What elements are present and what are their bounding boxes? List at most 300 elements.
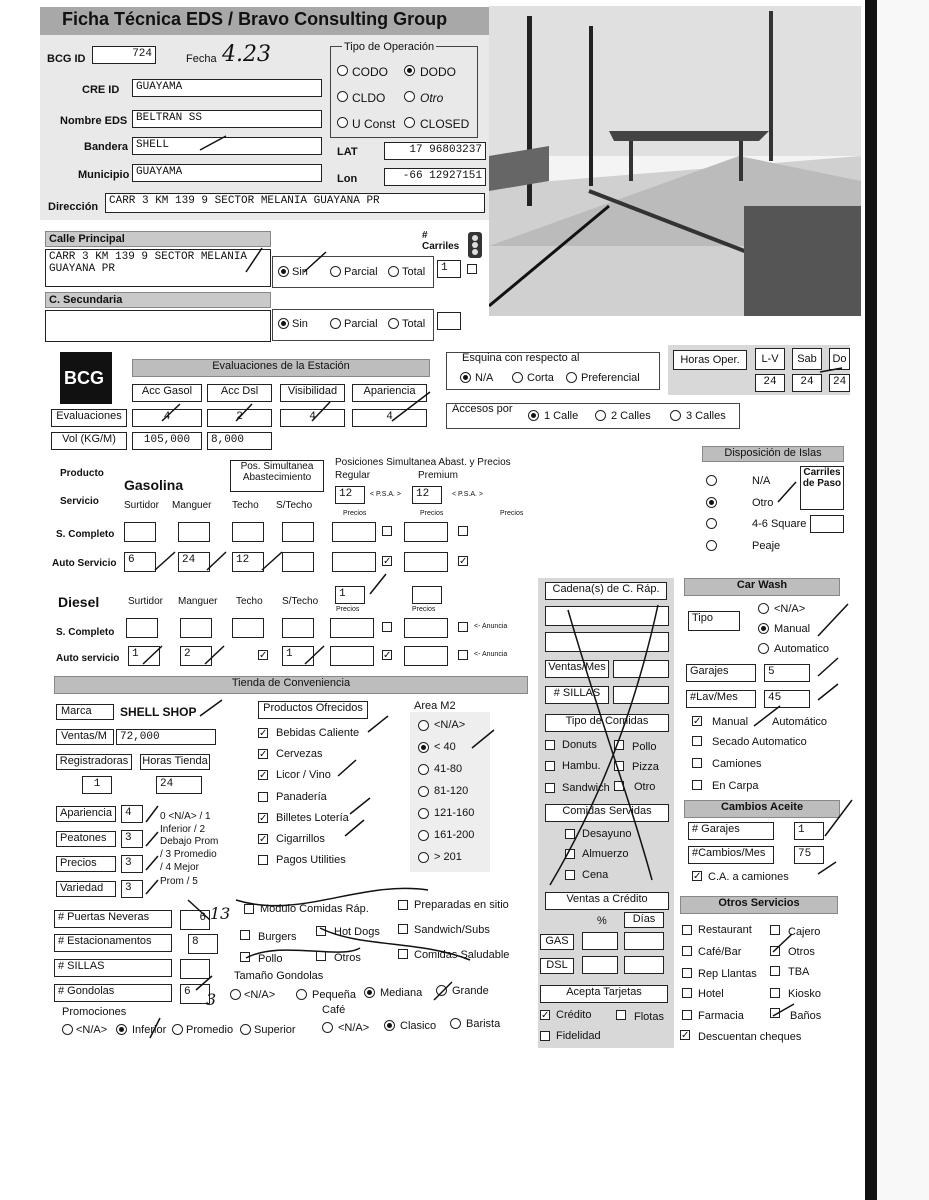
horas-tienda-label: Horas Tienda bbox=[140, 754, 210, 770]
variedad-label: Variedad bbox=[56, 881, 116, 897]
premium-label: Premium bbox=[418, 470, 459, 481]
chk-ca-camiones[interactable]: ✓ bbox=[693, 871, 702, 882]
lav-mes-field[interactable]: 45 bbox=[764, 690, 810, 708]
horas-tienda-field[interactable]: 24 bbox=[156, 776, 202, 794]
aceite-title: Cambios Aceite bbox=[684, 800, 840, 818]
radio-promo-na[interactable] bbox=[62, 1024, 73, 1035]
gas-completo-precio-prem[interactable] bbox=[404, 522, 448, 542]
disposicion-title: Disposición de Islas bbox=[702, 446, 844, 462]
radio-dodo[interactable] bbox=[404, 65, 415, 76]
puertas-label: # Puertas Neveras bbox=[54, 910, 172, 928]
sillas-field[interactable] bbox=[180, 959, 210, 979]
radio-principal-sin[interactable] bbox=[278, 266, 289, 277]
radio-esquina-pref[interactable] bbox=[566, 372, 577, 383]
calle-principal-label: Calle Principal bbox=[49, 233, 125, 245]
area-120-label: 81-120 bbox=[434, 785, 469, 797]
radio-otro[interactable] bbox=[404, 91, 415, 102]
chk-modulo[interactable] bbox=[244, 904, 254, 914]
scale-1: 0 <N/A> / 1 bbox=[160, 811, 211, 822]
eval-visibilidad[interactable]: 4 bbox=[280, 409, 345, 427]
chk-tba[interactable] bbox=[770, 966, 780, 976]
gas-completo-reg-check[interactable] bbox=[382, 526, 392, 536]
lon-label: Lon bbox=[337, 173, 358, 185]
dsl-completo-techo[interactable] bbox=[232, 618, 264, 638]
codo-label: CODO bbox=[352, 65, 388, 79]
credito-gas-pct[interactable] bbox=[582, 932, 618, 950]
chk-preparadas[interactable] bbox=[398, 900, 408, 910]
radio-disp-square[interactable] bbox=[706, 518, 717, 529]
eval-acc-dsl[interactable]: 2 bbox=[207, 409, 272, 427]
scale-6: Prom / 5 bbox=[160, 876, 198, 887]
aceite-cambios-label: #Cambios/Mes bbox=[688, 846, 774, 864]
radio-codo[interactable] bbox=[337, 65, 348, 76]
chk-bebidas[interactable]: ✓ bbox=[259, 728, 268, 739]
radio-closed[interactable] bbox=[404, 117, 415, 128]
tienda-title: Tienda de Conveniencia bbox=[54, 676, 528, 694]
area-title: Area M2 bbox=[414, 700, 456, 712]
productos-title: Productos Ofrecidos bbox=[258, 701, 368, 719]
servicio-label: Servicio bbox=[60, 496, 99, 507]
gas-completo-manguer[interactable] bbox=[178, 522, 210, 542]
page-edge-right bbox=[877, 0, 929, 1200]
restaurant-label: Restaurant bbox=[698, 924, 752, 936]
chk-burgers[interactable] bbox=[240, 930, 250, 940]
municipio-label: Municipio bbox=[78, 169, 130, 181]
radio-disp-otro[interactable] bbox=[706, 497, 717, 508]
radio-area-40[interactable] bbox=[418, 742, 429, 753]
gas-auto-techo[interactable]: 12 bbox=[232, 552, 264, 572]
gas-auto-precio-prem[interactable] bbox=[404, 552, 448, 572]
credito-dsl-pct[interactable] bbox=[582, 956, 618, 974]
carriles-paso-field[interactable] bbox=[810, 515, 844, 533]
promo-superior-label: Superior bbox=[254, 1024, 296, 1036]
disp-na-label: N/A bbox=[752, 475, 771, 487]
chk-loteria[interactable]: ✓ bbox=[259, 813, 268, 824]
dsl-completo-surtidor[interactable] bbox=[126, 618, 158, 638]
chk-camiones[interactable] bbox=[692, 758, 702, 768]
sin-label: Sin bbox=[292, 266, 308, 278]
radio-accesos-3[interactable] bbox=[670, 410, 681, 421]
direccion-label: Dirección bbox=[48, 201, 99, 213]
rep-llantas-label: Rep Llantas bbox=[698, 968, 757, 980]
area-na-label: <N/A> bbox=[434, 719, 466, 731]
dsl-auto-label: Auto servicio bbox=[56, 653, 120, 664]
chk-cw-manual[interactable]: ✓ bbox=[693, 716, 702, 727]
dsl-completo-manguer[interactable] bbox=[180, 618, 212, 638]
radio-area-201[interactable] bbox=[418, 852, 429, 863]
flotas-label: Flotas bbox=[634, 1011, 664, 1023]
gas-auto-stecho[interactable] bbox=[282, 552, 314, 572]
carriles-field[interactable]: 1 bbox=[437, 260, 461, 278]
producto-label: Producto bbox=[60, 468, 104, 479]
radio-esquina-corta[interactable] bbox=[512, 372, 523, 383]
estac-label: # Estacionamentos bbox=[54, 934, 172, 952]
chk-cafebar[interactable] bbox=[682, 946, 692, 956]
radio-promo-inferior[interactable] bbox=[116, 1024, 127, 1035]
cadena-title: Cadena(s) de C. Ráp. bbox=[545, 582, 667, 600]
dsl-pos-sim-2[interactable] bbox=[412, 586, 442, 604]
cw-automatico-chk-label: Automático bbox=[772, 716, 828, 728]
gas-completo-techo[interactable] bbox=[232, 522, 264, 542]
radio-cldo[interactable] bbox=[337, 91, 348, 102]
ventas-credito-title: Ventas a Crédito bbox=[545, 892, 669, 910]
peatones-field[interactable]: 3 bbox=[121, 830, 143, 848]
gas-precios-2: Precios bbox=[420, 510, 444, 517]
traffic-light-icon bbox=[464, 232, 486, 258]
camiones-label: Camiones bbox=[712, 758, 762, 770]
tipo-operacion-title: Tipo de Operación bbox=[344, 41, 435, 53]
bcg-id-field[interactable]: 724 bbox=[92, 46, 156, 64]
chk-banos[interactable] bbox=[770, 1008, 780, 1018]
gondolas-handwritten: 3 bbox=[206, 990, 217, 1009]
disp-peaje-label: Peaje bbox=[752, 540, 781, 552]
gas-auto-manguer[interactable]: 24 bbox=[178, 552, 210, 572]
marca-value: SHELL SHOP bbox=[120, 705, 197, 719]
cre-id-label: CRE ID bbox=[82, 84, 120, 96]
credito-gas-label: GAS bbox=[540, 934, 574, 950]
chk-hotdogs[interactable] bbox=[316, 926, 326, 936]
registradoras-label: Registradoras bbox=[56, 754, 132, 770]
eval-col-acc-dsl: Acc Dsl bbox=[207, 384, 272, 402]
cafe-title: Café bbox=[322, 1004, 346, 1016]
tamano-title: Tamaño Gondolas bbox=[234, 970, 324, 982]
cafe-clasico-label: Clasico bbox=[400, 1020, 437, 1032]
radio-tam-na[interactable] bbox=[230, 989, 241, 1000]
aceite-garajes-field[interactable]: 1 bbox=[794, 822, 824, 840]
dsl-auto-surtidor[interactable]: 1 bbox=[128, 646, 160, 666]
cw-manual-chk-label: Manual bbox=[712, 716, 749, 728]
dsl-auto-anuncia-check[interactable] bbox=[458, 650, 468, 660]
estac-field[interactable]: 8 bbox=[188, 934, 218, 954]
accesos-2-label: 2 Calles bbox=[611, 410, 651, 422]
cajero-label: Cajero bbox=[788, 926, 821, 938]
chk-cervezas[interactable]: ✓ bbox=[259, 749, 268, 760]
disp-square-label: 4-6 Square bbox=[752, 518, 807, 530]
dsl-auto-check[interactable]: ✓ bbox=[383, 650, 392, 661]
fecha-label: Fecha bbox=[186, 53, 217, 65]
aceite-garajes-label: # Garajes bbox=[688, 822, 774, 840]
farmacia-label: Farmacia bbox=[698, 1010, 744, 1022]
gas-completo-precio-reg[interactable] bbox=[332, 522, 376, 542]
chk-otros-s[interactable] bbox=[770, 946, 780, 956]
preparadas-label: Preparadas en sitio bbox=[414, 899, 509, 911]
cre-id-field[interactable]: GUAYAMA bbox=[132, 79, 322, 97]
chk-sandwich-subs[interactable] bbox=[398, 924, 408, 934]
chk-carpa[interactable] bbox=[692, 780, 702, 790]
promo-na-label: <N/A> bbox=[76, 1024, 108, 1036]
gondolas-field[interactable]: 6 bbox=[180, 984, 210, 1004]
closed-label: CLOSED bbox=[420, 117, 470, 131]
radio-area-na[interactable] bbox=[418, 720, 429, 731]
chk-secado[interactable] bbox=[692, 736, 702, 746]
eval-apariencia[interactable]: 4 bbox=[352, 409, 427, 427]
credito-dsl-dias[interactable] bbox=[624, 956, 664, 974]
loteria-label: Billetes Lotería bbox=[276, 812, 349, 824]
cadena-cross-out bbox=[540, 600, 670, 890]
dsl-col-techo: Techo bbox=[236, 596, 263, 607]
donuts-label: Donuts bbox=[562, 739, 597, 751]
apariencia-label: Apariencia bbox=[56, 806, 116, 822]
dsl-completo-anuncia-check[interactable] bbox=[458, 622, 468, 632]
cafebar-label: Café/Bar bbox=[698, 946, 742, 958]
total-label: Total bbox=[402, 266, 426, 278]
radio-cw-auto[interactable] bbox=[758, 643, 769, 654]
gas-completo-prem-check[interactable] bbox=[458, 526, 468, 536]
horas-do-header: Do bbox=[829, 348, 850, 370]
gas-auto-precio-reg[interactable] bbox=[332, 552, 376, 572]
chk-descuentan[interactable]: ✓ bbox=[681, 1030, 690, 1041]
gas-col-techo: Techo bbox=[232, 500, 259, 511]
carriles-check[interactable] bbox=[467, 264, 477, 274]
esquina-na-label: N/A bbox=[475, 372, 494, 384]
cigarrillos-label: Cigarrillos bbox=[276, 833, 325, 845]
direccion-field[interactable]: CARR 3 KM 139 9 SECTOR MELANIA GUAYANA PR bbox=[105, 193, 485, 213]
lat-label: LAT bbox=[337, 146, 358, 158]
dsl-pos-sim[interactable]: 1 bbox=[335, 586, 365, 604]
dsl-completo-precio-2[interactable] bbox=[404, 618, 448, 638]
descuentan-label: Descuentan cheques bbox=[698, 1031, 802, 1043]
premium-psa[interactable]: 12 bbox=[412, 486, 442, 504]
chk-licor[interactable]: ✓ bbox=[259, 770, 268, 781]
radio-esquina-na[interactable] bbox=[460, 372, 471, 383]
eval-acc-gasol[interactable]: 4 bbox=[132, 409, 202, 427]
chk-pollo-t[interactable] bbox=[240, 952, 250, 962]
bandera-label: Bandera bbox=[84, 141, 129, 153]
sec-carriles-field[interactable] bbox=[437, 312, 461, 330]
acepta-tarjetas-title: Acepta Tarjetas bbox=[540, 985, 668, 1003]
radio-area-120[interactable] bbox=[418, 786, 429, 797]
precios-field[interactable]: 3 bbox=[121, 855, 143, 873]
tba-label: TBA bbox=[788, 966, 810, 978]
dsl-completo-anuncia-label: <- Anuncia bbox=[474, 623, 508, 630]
carwash-tipo-label: Tipo bbox=[688, 611, 740, 631]
pos-sim-label: Pos. Simultanea Abastecimiento bbox=[230, 460, 324, 492]
sandwich-subs-label: Sandwich/Subs bbox=[414, 924, 490, 936]
carriles-paso-label: Carriles de Paso bbox=[800, 466, 844, 510]
chk-rep-llantas[interactable] bbox=[682, 968, 692, 978]
gasolina-title: Gasolina bbox=[124, 477, 184, 493]
cw-manual-label: Manual bbox=[774, 623, 811, 635]
sillas-label: # SILLAS bbox=[54, 959, 172, 977]
horas-sab[interactable]: 24 bbox=[792, 374, 822, 392]
area-40-label: < 40 bbox=[434, 741, 456, 753]
radio-area-160[interactable] bbox=[418, 808, 429, 819]
secado-label: Secado Automatico bbox=[712, 736, 807, 748]
dsl-completo-label: S. Completo bbox=[56, 627, 115, 638]
municipio-field[interactable]: GUAYAMA bbox=[132, 164, 322, 182]
otros-title: Otros Servicios bbox=[680, 896, 838, 914]
dsl-completo-check[interactable] bbox=[382, 622, 392, 632]
dsl-auto-manguer[interactable]: 2 bbox=[180, 646, 212, 666]
radio-cafe-clasico[interactable] bbox=[384, 1020, 395, 1031]
panaderia-label: Panadería bbox=[276, 791, 327, 803]
chk-farmacia[interactable] bbox=[682, 1010, 692, 1020]
esquina-corta-label: Corta bbox=[527, 372, 554, 384]
radio-promo-promedio[interactable] bbox=[172, 1024, 183, 1035]
radio-secundaria-parcial[interactable] bbox=[330, 318, 341, 329]
radio-disp-peaje[interactable] bbox=[706, 540, 717, 551]
radio-cafe-na[interactable] bbox=[322, 1022, 333, 1033]
horas-sab-header: Sab bbox=[792, 348, 822, 370]
scale-3: Debajo Prom bbox=[160, 836, 219, 847]
dsl-col-stecho: S/Techo bbox=[282, 596, 319, 607]
precios-label: Precios bbox=[56, 856, 116, 872]
cadena-ventas-label: Ventas/Mes bbox=[545, 660, 609, 678]
dsl-auto-anuncia-label: <- Anuncia bbox=[474, 651, 508, 658]
esquina-pref-label: Preferencial bbox=[581, 372, 640, 384]
radio-principal-parcial[interactable] bbox=[330, 266, 341, 277]
horas-lv[interactable]: 24 bbox=[755, 374, 785, 392]
credito-gas-dias[interactable] bbox=[624, 932, 664, 950]
vol-gasol[interactable]: 105,000 bbox=[132, 432, 202, 450]
radio-area-200[interactable] bbox=[418, 830, 429, 841]
puertas-handwritten: 13 bbox=[210, 904, 231, 923]
hotel-label: Hotel bbox=[698, 988, 724, 1000]
lav-mes-label: #Lav/Mes bbox=[686, 690, 756, 708]
dodo-label: DODO bbox=[420, 65, 456, 79]
carriles-label: # Carriles bbox=[422, 230, 460, 252]
chk-hotel[interactable] bbox=[682, 988, 692, 998]
horas-lv-header: L-V bbox=[755, 348, 785, 370]
lat-field[interactable]: 17 96803237 bbox=[384, 142, 486, 160]
variedad-field[interactable]: 3 bbox=[121, 880, 143, 898]
gas-col-stecho: S/Techo bbox=[276, 500, 313, 511]
dsl-auto-precio-2[interactable] bbox=[404, 646, 448, 666]
radio-tam-grande[interactable] bbox=[436, 985, 447, 996]
chk-credito[interactable]: ✓ bbox=[541, 1010, 550, 1021]
carwash-title: Car Wash bbox=[684, 578, 840, 596]
chk-otros-t[interactable] bbox=[316, 951, 326, 961]
registradoras-field[interactable]: 1 bbox=[82, 776, 112, 794]
scale-2: Inferior / 2 bbox=[160, 824, 206, 835]
cadena-sillas-label: # SILLAS bbox=[545, 686, 609, 704]
uconst-label: U Const bbox=[352, 117, 396, 131]
dsl-auto-stecho[interactable]: 1 bbox=[282, 646, 314, 666]
marca-label: Marca bbox=[56, 704, 114, 720]
cw-auto-label: Automatico bbox=[774, 643, 830, 655]
gas-completo-stecho[interactable] bbox=[282, 522, 314, 542]
bebidas-label: Bebidas Caliente bbox=[276, 727, 360, 739]
regular-psa-label: < P.S.A. > bbox=[370, 491, 402, 498]
calle-principal-field[interactable]: CARR 3 KM 139 9 SECTOR MELANIA GUAYANA PR bbox=[45, 249, 271, 287]
radio-secundaria-sin[interactable] bbox=[278, 318, 289, 329]
ventas-m-field[interactable]: 72,000 bbox=[116, 729, 216, 745]
gas-col-manguer: Manguer bbox=[172, 500, 212, 511]
area-200-label: 161-200 bbox=[434, 829, 475, 841]
calle-secundaria-field[interactable] bbox=[45, 310, 271, 342]
radio-cw-na[interactable] bbox=[758, 603, 769, 614]
credito-dias-label: Días bbox=[624, 912, 664, 928]
page-edge bbox=[865, 0, 877, 1200]
horas-oper-button[interactable]: Horas Oper. bbox=[673, 350, 747, 370]
garajes-label: Garajes bbox=[686, 664, 756, 682]
radio-area-80[interactable] bbox=[418, 764, 429, 775]
otro-label: Otro bbox=[420, 91, 444, 105]
chk-cajero[interactable] bbox=[770, 925, 780, 935]
chk-saludable[interactable] bbox=[398, 949, 408, 959]
eval-col-visibilidad: Visibilidad bbox=[280, 384, 345, 402]
fidelidad-label: Fidelidad bbox=[556, 1030, 601, 1042]
radio-secundaria-total[interactable] bbox=[388, 318, 399, 329]
eval-col-apariencia: Apariencia bbox=[352, 384, 427, 402]
radio-tam-pequena[interactable] bbox=[296, 989, 307, 1000]
saludable-label: Comidas Saludable bbox=[414, 949, 510, 961]
credito-pct-label: % bbox=[597, 915, 607, 927]
pos-sim-precios-label: Posiciones Simultanea Abast. y Precios bbox=[335, 457, 511, 468]
puertas-field[interactable]: 6 bbox=[180, 910, 210, 930]
promo-promedio-label: Promedio bbox=[186, 1024, 234, 1036]
radio-principal-total[interactable] bbox=[388, 266, 399, 277]
gas-auto-prem-check[interactable]: ✓ bbox=[459, 556, 468, 567]
radio-disp-na[interactable] bbox=[706, 475, 717, 486]
hambu-label: Hambu. bbox=[562, 760, 601, 772]
cldo-label: CLDO bbox=[352, 91, 386, 105]
radio-cafe-barista[interactable] bbox=[450, 1018, 461, 1029]
radio-accesos-2[interactable] bbox=[595, 410, 606, 421]
disp-otro-label: Otro bbox=[752, 497, 774, 509]
garajes-field[interactable]: 5 bbox=[764, 664, 810, 682]
chk-restaurant[interactable] bbox=[682, 925, 692, 935]
vol-row-label: Vol (KG/M) bbox=[51, 432, 127, 450]
bandera-field[interactable]: SHELL bbox=[132, 137, 322, 155]
regular-psa[interactable]: 12 bbox=[335, 486, 365, 504]
dsl-completo-stecho[interactable] bbox=[282, 618, 314, 638]
cafe-na-label: <N/A> bbox=[338, 1022, 370, 1034]
tipo-comidas-title: Tipo de Comidas bbox=[545, 714, 669, 732]
nombre-label: Nombre EDS bbox=[60, 115, 128, 127]
radio-promo-superior[interactable] bbox=[240, 1024, 251, 1035]
radio-uconst[interactable] bbox=[337, 117, 348, 128]
pizza-label: Pizza bbox=[632, 761, 659, 773]
apariencia-field[interactable]: 4 bbox=[121, 805, 143, 823]
ca-camiones-label: C.A. a camiones bbox=[708, 871, 789, 883]
station-photo bbox=[489, 6, 861, 316]
lon-field[interactable]: -66 12927151 bbox=[384, 168, 486, 186]
pagos-label: Pagos Utilities bbox=[276, 854, 346, 866]
chk-panaderia[interactable] bbox=[258, 792, 268, 802]
radio-tam-mediana[interactable] bbox=[364, 987, 375, 998]
dsl-precios-2: Precios bbox=[412, 606, 436, 613]
vol-dsl[interactable]: 8,000 bbox=[207, 432, 272, 450]
radio-cw-manual[interactable] bbox=[758, 623, 769, 634]
nombre-field[interactable]: BELTRAN SS bbox=[132, 110, 322, 128]
peatones-label: Peatones bbox=[56, 831, 116, 847]
almuerzo-label: Almuerzo bbox=[582, 848, 629, 860]
dsl-auto-techo-check[interactable]: ✓ bbox=[259, 650, 268, 661]
chk-kiosko[interactable] bbox=[770, 988, 780, 998]
aceite-cambios-field[interactable]: 75 bbox=[794, 846, 824, 864]
gas-auto-surtidor[interactable]: 6 bbox=[124, 552, 156, 572]
sec-parcial-label: Parcial bbox=[344, 318, 378, 330]
premium-psa-label: < P.S.A. > bbox=[452, 491, 484, 498]
dsl-auto-precio[interactable] bbox=[330, 646, 374, 666]
dsl-col-surtidor: Surtidor bbox=[128, 596, 164, 607]
dsl-completo-precio[interactable] bbox=[330, 618, 374, 638]
cafe-barista-label: Barista bbox=[466, 1018, 501, 1030]
chk-pagos[interactable] bbox=[258, 855, 268, 865]
chk-fidelidad[interactable] bbox=[540, 1031, 550, 1041]
horas-do[interactable]: 24 bbox=[829, 374, 850, 392]
chk-flotas[interactable] bbox=[616, 1010, 626, 1020]
chk-cigarrillos[interactable]: ✓ bbox=[259, 834, 268, 845]
pollo-c-label: Pollo bbox=[632, 741, 657, 753]
credito-dsl-label: DSL bbox=[540, 958, 574, 974]
sandwich-label: Sandwich bbox=[562, 782, 610, 794]
promo-title: Promociones bbox=[62, 1006, 127, 1018]
gas-completo-surtidor[interactable] bbox=[124, 522, 156, 542]
gas-auto-reg-check[interactable]: ✓ bbox=[383, 556, 392, 567]
radio-accesos-1[interactable] bbox=[528, 410, 539, 421]
